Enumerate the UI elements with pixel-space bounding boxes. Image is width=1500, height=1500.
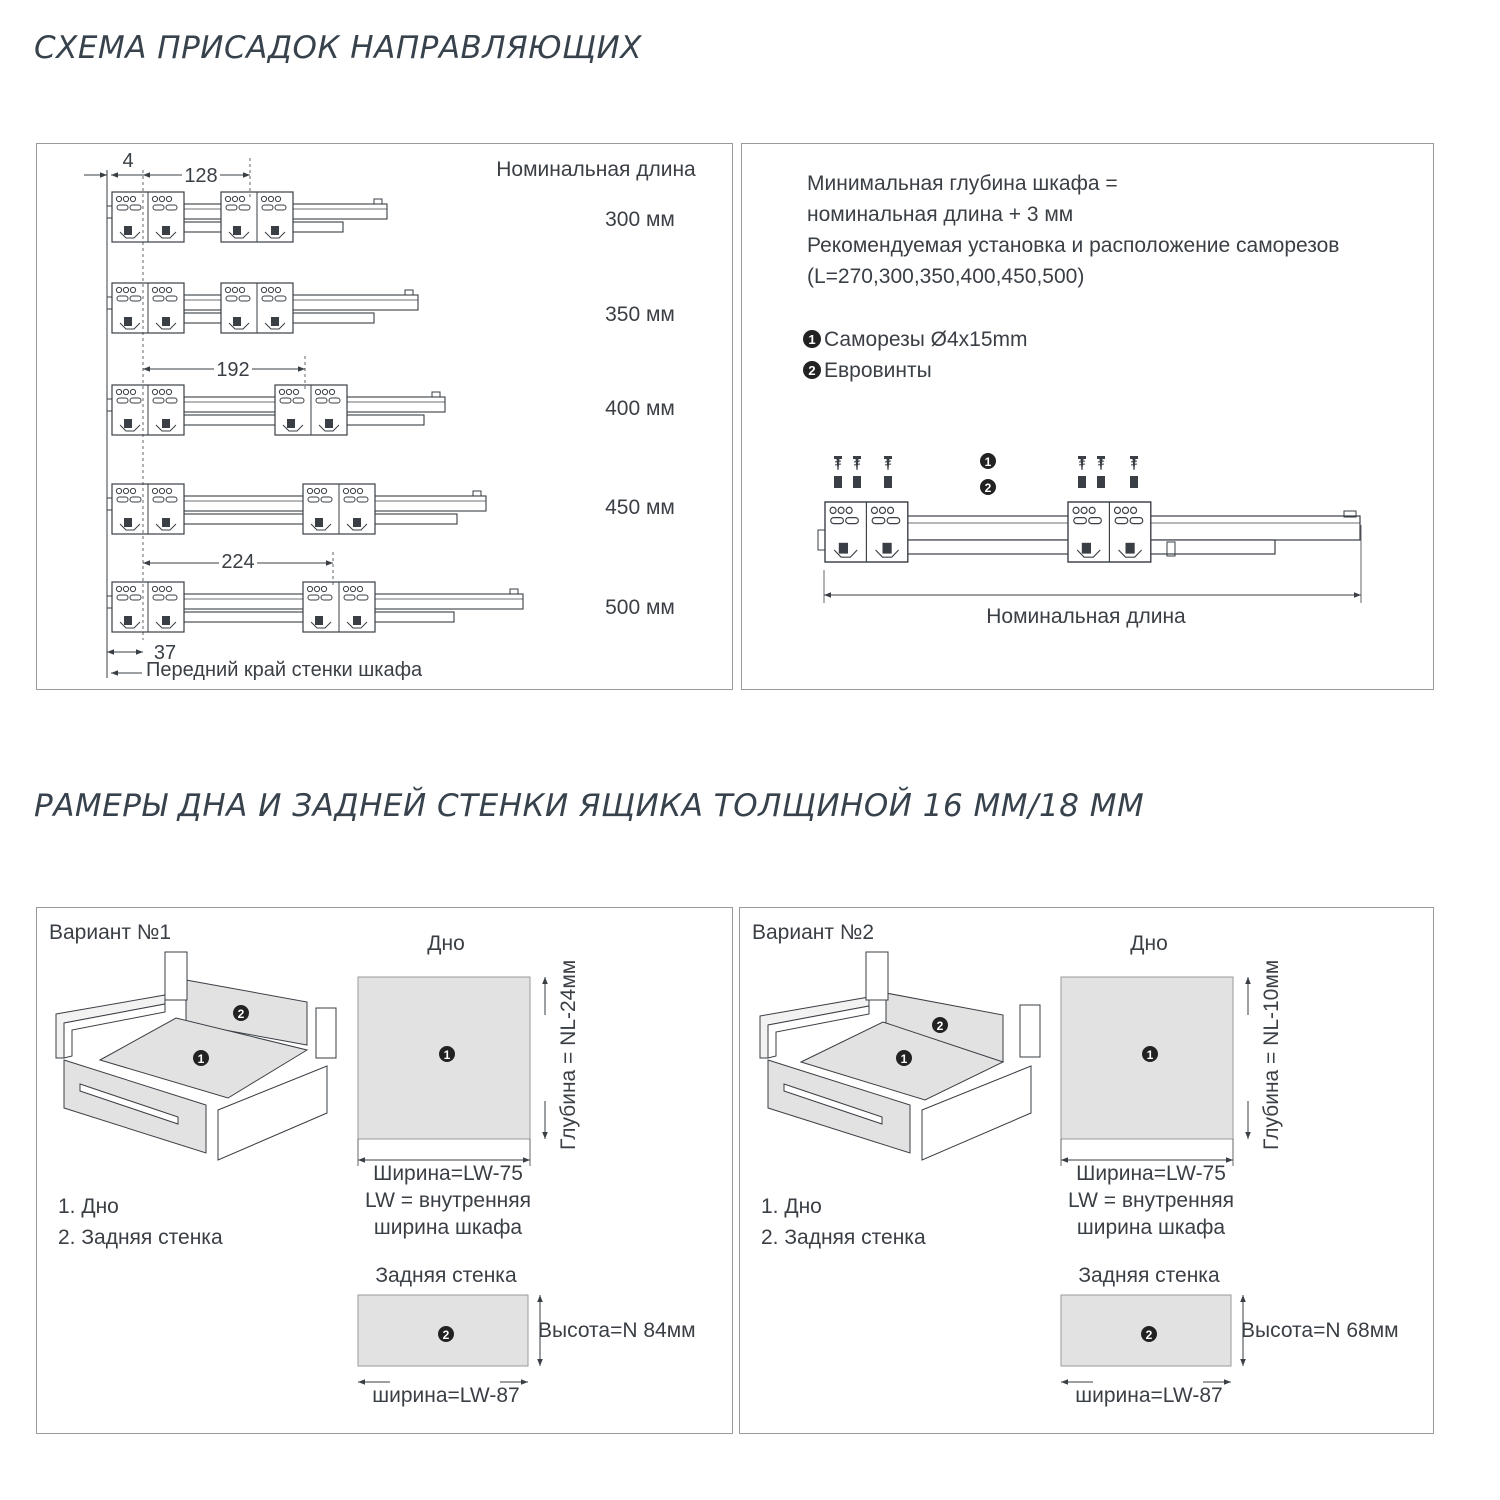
lw-definition-line-1: LW = внутренняя	[1067, 1189, 1235, 1212]
lw-definition-line-1: LW = внутренняя	[364, 1189, 532, 1212]
svg-text:2: 2	[442, 1328, 450, 1342]
depth-label: Глубина = NL-10мм	[1260, 959, 1283, 1150]
bottom-title: Дно	[427, 932, 465, 955]
dim-128: 128	[184, 165, 218, 187]
legend-item-back: 2. Задняя стенка	[761, 1226, 926, 1249]
slide-installation-drawing	[818, 456, 1360, 562]
section-title-bottom-back-sizes: РАМЕРЫ ДНА И ЗАДНЕЙ СТЕНКИ ЯЩИКА ТОЛЩИНОЙ 16 ММ/18 ММ	[34, 788, 1145, 824]
dim-37: 37	[153, 642, 177, 664]
front-edge-label: Передний край стенки шкафа	[146, 659, 423, 681]
length-400: 400 мм	[605, 397, 675, 420]
back-height-label: Высота=N 84мм	[538, 1319, 696, 1342]
info-line-1: Минимальная глубина шкафа =	[807, 172, 1118, 195]
depth-label: Глубина = NL-24мм	[557, 959, 580, 1150]
legend-euroscrews: Евровинты	[824, 359, 932, 382]
variant-title: Вариант №1	[49, 921, 172, 944]
svg-text:2: 2	[936, 1019, 944, 1033]
variant-2-drawing	[752, 921, 1399, 1407]
svg-text:2: 2	[1145, 1328, 1153, 1342]
svg-text:1: 1	[443, 1048, 451, 1062]
back-width-label: ширина=LW-87	[1075, 1384, 1223, 1407]
dim-192: 192	[216, 359, 250, 381]
bottom-width-label: Ширина=LW-75	[373, 1162, 523, 1185]
info-line-2: номинальная длина + 3 мм	[807, 203, 1074, 226]
svg-text:1: 1	[984, 455, 992, 469]
back-width-label: ширина=LW-87	[372, 1384, 520, 1407]
legend-item-bottom: 1. Дно	[761, 1195, 822, 1218]
info-line-3: Рекомендуемая установка и расположение саморезов	[807, 234, 1340, 257]
slide-row	[107, 484, 486, 534]
svg-text:1: 1	[1146, 1048, 1154, 1062]
svg-text:1: 1	[808, 332, 816, 347]
nominal-length-header: Номинальная длина	[496, 158, 696, 181]
length-450: 450 мм	[605, 496, 675, 519]
bottom-title: Дно	[1130, 932, 1168, 955]
slide-drawings	[107, 192, 523, 632]
svg-text:2: 2	[984, 481, 992, 495]
length-500: 500 мм	[605, 596, 675, 619]
section-title-drilling-scheme: СХЕМА ПРИСАДОК НАПРАВЛЯЮЩИХ	[34, 30, 642, 66]
bottom-width-label: Ширина=LW-75	[1076, 1162, 1226, 1185]
svg-text:2: 2	[808, 363, 816, 378]
back-height-label: Высота=N 68мм	[1241, 1319, 1399, 1342]
slide-row	[107, 582, 523, 632]
back-title: Задняя стенка	[1078, 1264, 1220, 1287]
legend-screws: Саморезы Ø4x15mm	[824, 328, 1028, 351]
length-350: 350 мм	[605, 303, 675, 326]
variant-1-drawing	[49, 921, 696, 1407]
slide-row	[107, 192, 387, 242]
svg-text:1: 1	[900, 1052, 908, 1066]
back-title: Задняя стенка	[375, 1264, 517, 1287]
variant-title: Вариант №2	[752, 921, 875, 944]
info-line-4: (L=270,300,350,400,450,500)	[807, 265, 1085, 288]
length-300: 300 мм	[605, 208, 675, 231]
svg-text:2: 2	[237, 1007, 245, 1021]
svg-text:1: 1	[197, 1052, 205, 1066]
legend-item-bottom: 1. Дно	[58, 1195, 119, 1218]
slide-row	[107, 283, 418, 333]
nominal-length-label: Номинальная длина	[986, 605, 1186, 628]
dim-4: 4	[122, 150, 134, 172]
lw-definition-line-2: ширина шкафа	[1076, 1216, 1226, 1239]
lw-definition-line-2: ширина шкафа	[373, 1216, 523, 1239]
dim-224: 224	[221, 551, 255, 573]
slide-row	[107, 385, 445, 435]
legend-item-back: 2. Задняя стенка	[58, 1226, 223, 1249]
